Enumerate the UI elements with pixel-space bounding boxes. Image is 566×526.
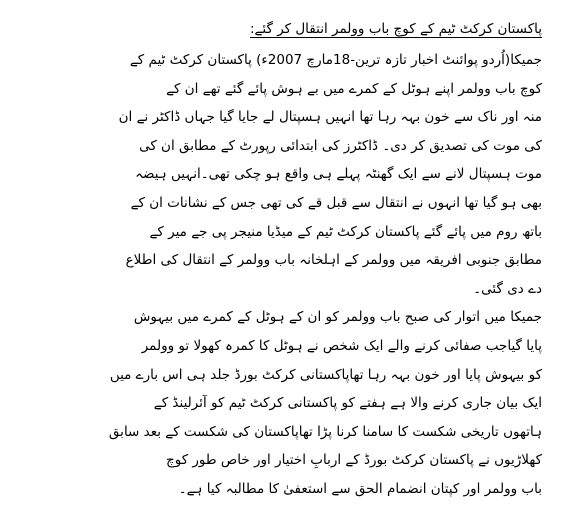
article-headline-text: پاکستان کرکٹ ٹیم کے کوچ باب وولمر انتقال کر گئے: [249,21,542,37]
text-line: جمیکا میں اتوار کی صبح باب وولمر کو ان کے ہوٹل کے کمرے میں بیہوش [133,309,542,326]
article-headline [28,14,542,44]
text-line: دے دی گئی۔ [473,280,542,297]
text-line: ایک بیان جاری کرنے والا ہے ہفتے کو پاکستانی کرکٹ ٹیم کو آئرلینڈ کے [153,395,542,412]
text-line: کو بیہوش پایا اور خون بہہ رہا تھاپاکستانی کرکٹ بورڈ جلد ہی اس بارے میں [109,366,542,383]
text-line: بھی ہو گیا تھا انہوں نے انتقال سے قبل قے کی تھی جس کے نشانات ان کے [130,194,542,211]
text-line: کھلاڑیوں نے پاکستان کرکٹ بورڈ کے اربابِ اختیار اور خاص طور کوچ [166,452,542,469]
text-line: باتھ روم میں پائے گئے پاکستان کرکٹ ٹیم کے میڈیا منیجر پی جے میر کے [149,223,542,240]
text-line: منہ اور ناک سے خون بہہ رہا تھا انہیں ہسپتال لے جایا گیا جہاں ڈاکٹر نے ان [118,109,542,126]
news-article [28,14,542,504]
text-line: باب وولمر اور کپتان انضمام الحق سے استعفیٰ کا مطالبہ کیا ہے۔ [178,480,542,497]
text-line: پایا گیاجب صفائی کرنے والے ایک شخص نے ہوٹل کا کمرہ کھولا تو وولمر [141,337,542,354]
article-paragraph-1 [28,46,542,303]
text-line: جمیکا(اُردو پوائنٹ اخبار تازہ ترین-18مارچ 2007ء) پاکستان کرکٹ ٹیم کے [129,52,542,68]
text-line: ہاتھوں تاریخی شکست کا سامنا کرنا پڑا تھاپاکستان کی شکست کے بعد سابق [108,423,542,440]
text-line: مطابق جنوبی افریقہ میں وولمر کے اہلخانہ باب وولمر کے انتقال کی اطلاع [125,252,542,269]
text-line: کی موت کی تصدیق کر دی۔ ڈاکٹرز کی ابتدائی رپورٹ کے مطابق ان کی [139,137,542,154]
article-paragraph-2 [28,303,542,503]
text-line: موت ہسپتال لانے سے ایک گھنٹہ پہلے ہی واقع ہو چکی تھی۔انہیں ہیضہ [135,166,542,183]
text-line: کوچ باب وولمر اپنے ہوٹل کے کمرے میں بے ہوش پائے گئے تھے ان کے [166,80,542,97]
